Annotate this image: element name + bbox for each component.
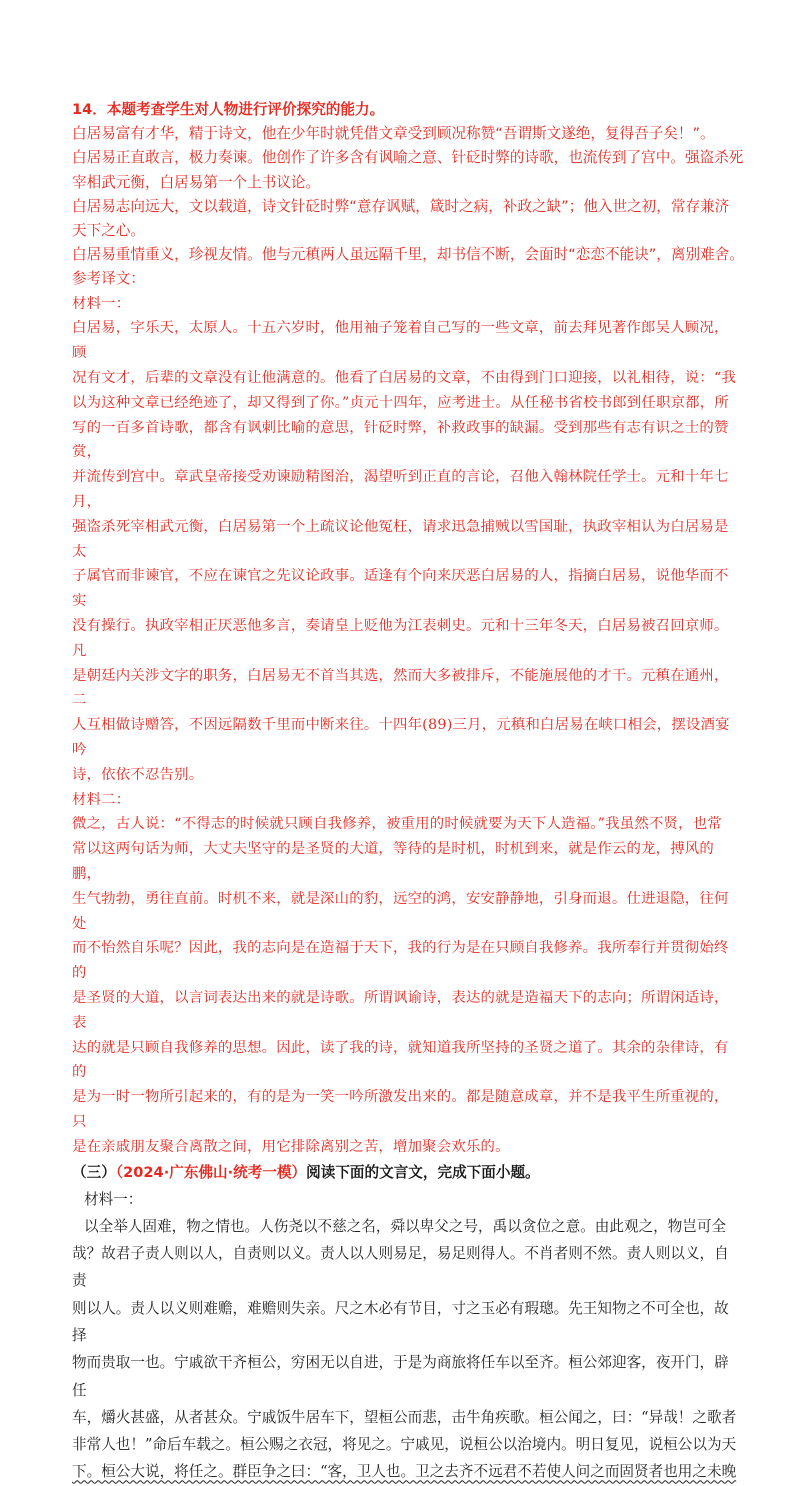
- translation-line: 是在亲戚朋友聚合离散之间，用它排除离别之苦，增加聚会欢乐的。: [72, 1138, 510, 1155]
- q14-line: 白居易富有才华，精于诗文，他在少年时就凭借文章受到顾况称赞“吾谓斯文遂绝，复得吾子矣！”。: [72, 125, 715, 143]
- exam-source: （2024·广东佛山·统考一模）: [115, 1163, 307, 1181]
- section-instruction: 阅读下面的文言文，完成下面小题。: [306, 1163, 540, 1181]
- q14-heading: 14．本题考查学生对人物进行评价探究的能力。: [72, 101, 385, 118]
- translation-line: 是为一时一物所引起来的，有的是为一笑一吟所激发出来的。都是随意成章，并不是我平生所重视的，只: [72, 1089, 729, 1130]
- translation-line: 微之，古人说：“不得志的时候就只顾自我修养，被重用的时候就要为天下人造福。”我虽然不贤，也常: [72, 816, 722, 833]
- material-label: 材料一：: [72, 295, 131, 312]
- translation-line: 并流传到宫中。章武皇帝接受劝谏励精图治，渴望听到正直的言论，召他入翰林院任学士。元和十年七月，: [72, 469, 729, 510]
- text-line: 车，爝火甚盛，从者甚众。宁戚饭牛居车下，望桓公而悲，击牛角疾歌。桓公闻之，曰：“异哉！之歌者: [72, 1408, 737, 1426]
- translation-line: 常以这两句话为师，大丈夫坚守的是圣贤的大道，等待的是时机，时机到来，就是作云的龙，搏风的鹏，: [72, 841, 714, 882]
- translation-line: 是圣贤的大道，以言词表达出来的就是诗歌。所谓讽谕诗，表达的就是造福天下的志向；所谓闲适诗，表: [72, 989, 729, 1031]
- translation-line: 强盗杀死宰相武元衡，白居易第一个上疏议论他冤枉，请求迅急捕贼以雪国耻，执政宰相认为白居易是太: [72, 518, 729, 560]
- q14-line: 白居易正直敢言，极力奏谏。他创作了许多含有讽喻之意、针砭时弊的诗歌，也流传到了宫中。强盗杀死: [72, 149, 744, 167]
- text-line: 非常人也！”命后车载之。桓公赐之衣冠，将见之。宁戚见，说桓公以治境内。明日复见，说桓公以为天: [72, 1436, 737, 1454]
- material-label: 材料一：: [84, 1190, 143, 1208]
- translation-line: 达的就是只顾自我修养的思想。因此，读了我的诗，就知道我所坚持的圣贤之道了。其余的杂律诗，有的: [72, 1039, 729, 1081]
- translation-line: 而不怡然自乐呢？因此，我的志向是在造福于天下，我的行为是在只顾自我修养。我所奉行并贯彻始终的: [72, 940, 729, 982]
- text-line: 物而贵取一也。宁戚欲干齐桓公，穷困无以自进，于是为商旅将任车以至齐。桓公郊迎客，夜开门，辟任: [72, 1354, 729, 1399]
- text-line: 则以人。责人以义则难赡，难赡则失亲。尺之木必有节目，寸之玉必有瑕璁。先王知物之不可全也，故择: [72, 1299, 729, 1344]
- translation-line: 以为这种文章已经绝迹了，却又得到了你。”贞元十四年，应考进士。从任秘书省校书郎到任职京都，所: [72, 394, 729, 411]
- classical-text: [72, 1186, 742, 1486]
- q14-line: 宰相武元衡，白居易第一个上书议论。: [72, 173, 321, 191]
- text-line: 哉？故君子责人则以人，自责则以义。责人以人则易足，易足则得人。不肖者则不然。责人则以义，自责: [72, 1245, 729, 1290]
- translation-line: 是朝廷内关涉文字的职务，白居易无不首当其选，然而大多被排斥，不能施展他的才干。元稹在通州，二: [72, 667, 729, 709]
- q14-answer: [72, 98, 742, 292]
- translation-line: 写的一百多首诗歌，都含有讽刺比喻的意思，针砭时弊，补救政事的缺漏。受到那些有志有识之士的赞赏，: [72, 419, 729, 461]
- section-number: （三）: [72, 1163, 116, 1181]
- material-label: 材料二：: [72, 791, 131, 808]
- text-line: 下。桓公大说，将任之。群臣争之曰：“客，卫人也。卫之去齐不远君不若使人问之而固贤者也用之未晚: [72, 1463, 737, 1481]
- translation-line: 诗，依依不忍告别。: [72, 766, 204, 783]
- text-line: 以全举人固难，物之情也。人伤尧以不慈之名，舜以卑父之号，禹以贪位之意。由此观之，物岂可全: [84, 1217, 727, 1235]
- document-page: [72, 98, 742, 1486]
- translation-line: 生气勃勃，勇往直前。时机不来，就是深山的豹，远空的鸿，安安静静地，引身而退。仕进退隐，往何处: [72, 890, 729, 932]
- translation-line: 人互相做诗赠答，不因远隔数千里而中断来往。十四年(89)三月，元稹和白居易在峡口相会，摆设酒宴吟: [72, 717, 730, 758]
- translation-line: 况有文才，后辈的文章没有让他满意的。他看了白居易的文章，不由得到门口迎接，以礼相待，说：“我: [72, 370, 737, 387]
- section-3-heading: [72, 1160, 742, 1186]
- translation-line: 子属官而非谏官，不应在谏官之先议论政事。适逢有个向来厌恶白居易的人，指摘白居易，说他华而不实: [72, 568, 729, 610]
- translation-heading: 参考译文：: [72, 270, 145, 288]
- q14-line: 天下之心。: [72, 222, 145, 240]
- translation-line: 没有操行。执政宰相正厌恶他多言，奏请皇上贬他为江表刺史。元和十三年冬天，白居易被召回京师。凡: [72, 617, 729, 659]
- translation-line: 白居易，字乐天，太原人。十五六岁时，他用袖子笼着自己写的一些文章，前去拜见著作郎吴人顾况，顾: [72, 320, 729, 362]
- material2-translation: [72, 788, 742, 1160]
- q14-line: 白居易重情重义，珍视友情。他与元稹两人虽远隔千里，却书信不断，会面时“恋恋不能诀”，离别难舍。: [72, 246, 744, 264]
- material1-translation: [72, 292, 742, 788]
- q14-line: 白居易志向远大，文以载道，诗文针砭时弊“意存讽赋，箴时之病，补政之缺”；他入世之初，常存兼济: [72, 197, 730, 215]
